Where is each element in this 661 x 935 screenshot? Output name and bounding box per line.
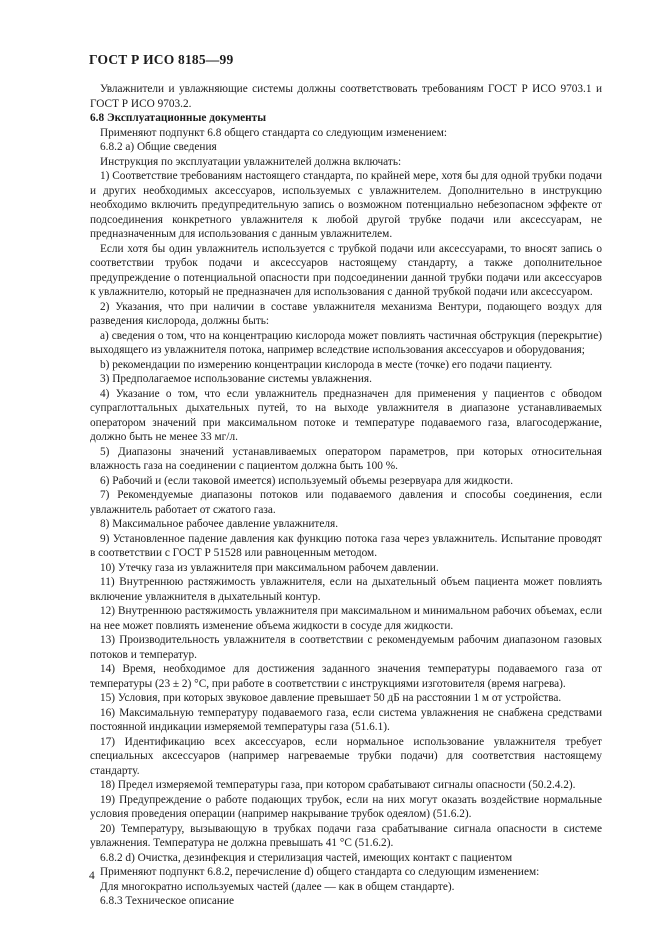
paragraph: 15) Условия, при которых звуковое давление превышает 50 дБ на расстоянии 1 м от устройства. [100, 692, 562, 704]
paragraph: 5) Диапазоны значений устанавливаемых оператором параметров, при которых относительная влажность газа на соединении с пациентом должна быть 100 %. [90, 445, 602, 472]
paragraph: 8) Максимальное рабочее давление увлажнителя. [100, 518, 339, 530]
page-number: 4 [89, 870, 95, 882]
paragraph: 12) Внутреннюю растяжимость увлажнителя при максимальном и минимальном рабочих объемах, если на нее может повлиять изменение объема жидкости в сосуде для жидкости. [90, 605, 602, 632]
paragraph: 6) Рабочий и (если таковой имеется) используемый объемы резервуара для жидкости. [100, 474, 514, 487]
paragraph: Если хотя бы один увлажнитель используется с трубкой подачи или аксессуарами, то вносят запись о соответствии трубок подачи и аксессуаров настоящему стандарту, а также дополнительное предупреждение о потенциальной опасности при подсоединении данной трубки подачи или аксессуаров к увлажнителю, который не предназначен для использования с данной трубкой подачи или аксессуаром. [90, 242, 602, 298]
paragraph: Применяют подпункт 6.8 общего стандарта со следующим изменением: [100, 126, 447, 139]
document-body [90, 82, 602, 909]
paragraph: b) рекомендации по измерению концентрации кислорода в месте (точке) его подачи пациенту. [100, 358, 553, 371]
paragraph: 17) Идентификацию всех аксессуаров, если нормальное использование увлажнителя требует специальных аксессуаров (например нагреваемые трубки подачи) для соответствия настоящему стандарту. [90, 735, 602, 777]
paragraph: 20) Температуру, вызывающую в трубках подачи газа срабатывание сигнала опасности в системе увлажнения. Температура не должна превышать 41 °С (51.6.2). [90, 822, 602, 849]
document-header: ГОСТ Р ИСО 8185—99 [89, 52, 234, 67]
paragraph: 6.8.3 Техническое описание [100, 895, 235, 907]
paragraph: а) сведения о том, что на концентрацию кислорода может повлиять частичная обструкция (перекрытие) выходящего из увлажнителя потока, например вследствие использования аксессуаров и оборудования; [90, 329, 602, 356]
paragraph: 18) Предел измеряемой температуры газа, при котором срабатывают сигналы опасности (50.2.4.2). [100, 779, 576, 791]
paragraph: 6.8.2 d) Очистка, дезинфекция и стерилизация частей, имеющих контакт с пациентом [100, 851, 513, 864]
paragraph: 7) Рекомендуемые диапазоны потоков или подаваемого давления и способы соединения, если увлажнитель работает от сжатого газа. [90, 489, 602, 516]
paragraph: Для многократно используемых частей (далее — как в общем стандарте). [100, 880, 455, 893]
paragraph: Увлажнители и увлажняющие системы должны соответствовать требованиям ГОСТ Р ИСО 9703.1 и ГОСТ Р ИСО 9703.2. [90, 83, 602, 110]
paragraph: 13) Производительность увлажнителя в соответствии с рекомендуемым рабочим диапазоном газовых потоков и температур. [90, 634, 602, 661]
paragraph: 19) Предупреждение о работе подающих трубок, если на них могут оказать воздействие нормальные условия проведения операции (например накрывание трубок одеялом) (51.6.2). [90, 793, 602, 820]
paragraph: Инструкция по эксплуатации увлажнителей должна включать: [100, 155, 402, 168]
paragraph: 4) Указание о том, что если увлажнитель предназначен для применения у пациентов с обводом супраглоттальных дыхательных путей, то на выходе увлажнителя в диапазоне устанавливаемых оператором значений при максимальном потоке и температуре подаваемого газа, влагосодержание, должно быть не менее 33 мг/л. [90, 387, 602, 443]
section-heading: 6.8 Эксплуатационные документы [90, 112, 267, 124]
paragraph: 6.8.2 а) Общие сведения [100, 141, 217, 153]
paragraph: 2) Указания, что при наличии в составе увлажнителя механизма Вентури, подающего воздух для разведения кислорода, должны быть: [90, 300, 602, 327]
paragraph: 14) Время, необходимое для достижения заданного значения температуры подаваемого газа от температуры (23 ± 2) °С, при работе в соответствии с инструкциями изготовителя (время нагрева). [90, 663, 602, 690]
paragraph: 16) Максимальную температуру подаваемого газа, если система увлажнения не снабжена средствами постоянной индикации измеряемой температуры газа (51.6.1). [90, 706, 602, 733]
paragraph: 11) Внутреннюю растяжимость увлажнителя, если на дыхательный объем пациента может повлиять включение увлажнителя в дыхательный контур. [90, 576, 602, 603]
paragraph: Применяют подпункт 6.8.2, перечисление d) общего стандарта со следующим изменением: [100, 866, 540, 878]
paragraph: 10) Утечку газа из увлажнителя при максимальном рабочем давлении. [100, 561, 439, 574]
paragraph: 3) Предполагаемое использование системы увлажнения. [100, 373, 372, 385]
paragraph: 9) Установленное падение давления как функцию потока газа через увлажнитель. Испытание проводят в соответствии с ГОСТ Р 51528 или равноценным методом. [90, 532, 602, 559]
paragraph: 1) Соответствие требованиям настоящего стандарта, по крайней мере, хотя бы для одной трубки подачи и других необходимых аксессуаров, используемых с увлажнителем. Дополнительно в инструкцию необходимо включить предупредительную запись о возможном потенциально небезопасном эффекте от подсоединения конкретного увлажнителя к любой другой трубке подачи или аксессуарам, не предназначенным для использования с данным увлажнителем. [90, 170, 602, 240]
